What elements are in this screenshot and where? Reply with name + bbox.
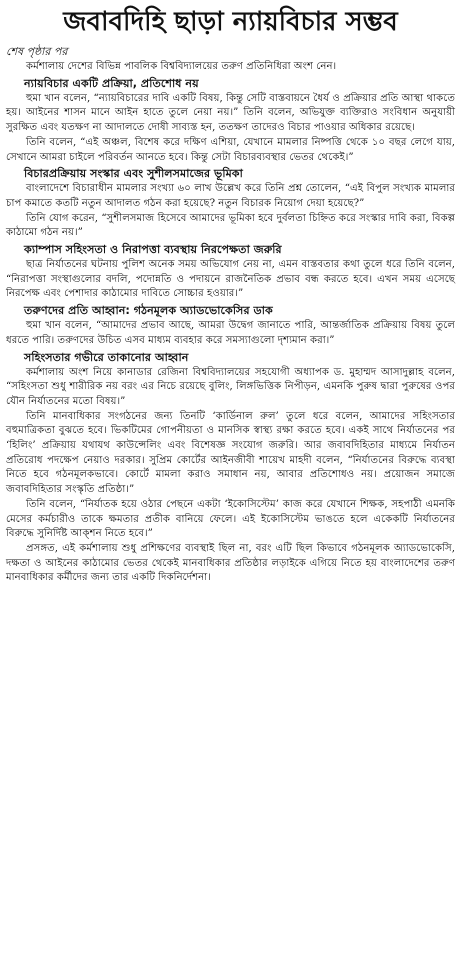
section-heading: ন্যায়বিচার একটি প্রক্রিয়া, প্রতিশোধ নয়	[24, 76, 199, 90]
paragraph: প্রসঙ্গত, এই কর্মশালায় শুধু প্রশিক্ষণের ব্যবস্থাই ছিল না, বরং এটি ছিল কিভাবে গঠনমূলক অ্যাডভোকেসি, দক্ষতা ও আইনের কাঠামোর ভেতর থেকেই মানবাধিকার প্রতিষ্ঠার লড়াইকে এগিয়ে নিতে হয় বাংলাদেশের তরুণ মানবাধিকার কর্মীদের জন্য তার একটি দিকনির্দেশনা।	[6, 542, 455, 584]
section-heading: বিচারপ্রক্রিয়ায় সংস্কার এবং সুশীলসমাজের ভূমিকা	[24, 167, 243, 181]
section-heading: তরুণদের প্রতি আহ্বান: গঠনমূলক অ্যাডভোকেসির ডাক	[24, 304, 273, 318]
article-body	[6, 60, 455, 586]
paragraph: হুমা খান বলেন, “আমাদের প্রভাব আছে, আমরা উদ্বেগ জানাতে পারি, আন্তর্জাতিক প্রক্রিয়ায় বিষয় তুলে ধরতে পারি। তরুণদের উচিত এসব মাধ্যম ব্যবহার করে সমস্যাগুলো দৃশ্যমান করা।”	[6, 320, 455, 346]
paragraph: তিনি মানবাধিকার সংগঠনের জন্য তিনটি ‘কার্ডিনাল রুল’ তুলে ধরে বলেন, আমাদের সহিংসতার বহুমাত্রিকতা বুঝতে হবে। ভিকটিমের গোপনীয়তা ও মানসিক স্বাস্থ্য রক্ষা করতে হবে। একই সাথে নির্যাতনের পর ‘হিলিং’ প্রক্রিয়ায় যথাযথ কাউন্সেলিং এবং বিশেষজ্ঞ সংযোগ জরুরি। আর জবাবদিহিতার মাধ্যমে নির্যাতন প্রতিরোধ পদক্ষেপ নেয়াও দরকার। সুপ্রিম কোর্টের আইনজীবী শায়েখ মাহদী বলেন, “নির্যাতনের বিরুদ্ধে ব্যবস্থা নিতে হবে গঠনমূলকভাবে। কোর্টে মামলা করাও সমাধান নয়, আবার প্রতিশোধও নয়। প্রয়োজন সমাজে জবাবদিহিতার সংস্কৃতি প্রতিষ্ঠা।”	[6, 410, 455, 496]
paragraph: তিনি বলেন, “নির্যাতক হয়ে ওঠার পেছনে একটা ‘ইকোসিস্টেম’ কাজ করে যেখানে শিক্ষক, সহপাঠী এমনকি মেসের কর্মচারীও তাকে ক্ষমতার প্রতীক বানিয়ে ফেলে। এই ইকোসিস্টেম ভাঙতে হলে একেকটি নির্যাতনের বিরুদ্ধে সুনির্দিষ্ট আক্শন নিতে হবে।”	[6, 498, 455, 540]
paragraph: ছাত্র নির্যাতনের ঘটনায় পুলিশ অনেক সময় অভিযোগ নেয় না, এমন বাস্তবতার কথা তুলে ধরে তিনি বলেন, “নিরাপত্তা সংস্থাগুলোর বদলি, পদোন্নতি ও পদায়নে রাজনৈতিক প্রভাব বন্ধ করতে হবে। এখন সময় এসেছে নিরপেক্ষ এবং পেশাদার কাঠামোর দাবিতে সোচ্চার হওয়ার।”	[6, 259, 455, 300]
paragraph: তিনি বলেন, “এই অঞ্চল, বিশেষ করে দক্ষিণ এশিয়া, যেখানে মামলার নিষ্পত্তি থেকে ১০ বছর লেগে যায়, সেখানে আমরা চাইলে পরিবর্তন আনতে হবে। কিন্তু সেটা বিচারব্যবস্থার ভেতর থেকেই।”	[6, 136, 455, 163]
paragraph: হুমা খান বলেন, “ন্যায়বিচারের দাবি একটি বিষয়, কিন্তু সেটি বাস্তবায়নে ধৈর্য ও প্রক্রিয়ার প্রতি আস্থা থাকতে হয়। আইনের শাসন মানে আইন হাতে তুলে নেয়া নয়।” তিনি বলেন, অভিযুক্ত ব্যক্তিরাও সংবিধান অনুযায়ী সুরক্ষিত এবং যতক্ষণ না আদালতে দোষী সাব্যস্ত হন, ততক্ষণ তাদেরও বিচার পাওয়ার অধিকার রয়েছে।	[6, 92, 455, 134]
paragraph: কর্মশালায় অংশ নিয়ে কানাডার রেজিনা বিশ্ববিদ্যালয়ের সহযোগী অধ্যাপক ড. মুহাম্মদ আসাদুল্লাহ বলেন, “সহিংসতা শুধু শারীরিক নয় বরং এর নিচে রয়েছে বুলিং, লিঙ্গভিত্তিক নিপীড়ন, এমনকি পুরুষ দ্বারা পুরুষের ওপর যৌন নির্যাতনের মতো বিষয়।”	[6, 366, 455, 407]
section-heading: সহিংসতার গভীরে তাকানোর আহ্বান	[24, 350, 189, 364]
paragraph: বাংলাদেশে বিচারাধীন মামলার সংখ্যা ৬০ লাখ উল্লেখ করে তিনি প্রশ্ন তোলেন, “এই বিপুল সংখ্যক মামলার চাপ কমাতে কতটি নতুন আদালত গঠন করা হয়েছে? নতুন বিচারক নিয়োগ দেয়া হয়েছে?”	[6, 183, 455, 209]
paragraph: কর্মশালায় দেশের বিভিন্ন পাবলিক বিশ্ববিদ্যালয়ের তরুণ প্রতিনিধিরা অংশ নেন।	[26, 61, 337, 72]
paragraph: তিনি যোগ করেন, “সুশীলসমাজ হিসেবে আমাদের ভূমিকা হবে দুর্বলতা চিহ্নিত করে সংস্কার দাবি করা, বিকল্প কাঠামো গঠন নয়।”	[6, 212, 455, 239]
section-heading: ক্যাম্পাস সহিংসতা ও নিরাপত্তা ব্যবস্থায় নিরপেক্ষতা জরুরি	[24, 243, 282, 257]
headline: জবাবদিহি ছাড়া ন্যায়বিচার সম্ভব	[63, 7, 398, 37]
continued-from-label: শেষ পৃষ্ঠার পর	[6, 45, 68, 58]
